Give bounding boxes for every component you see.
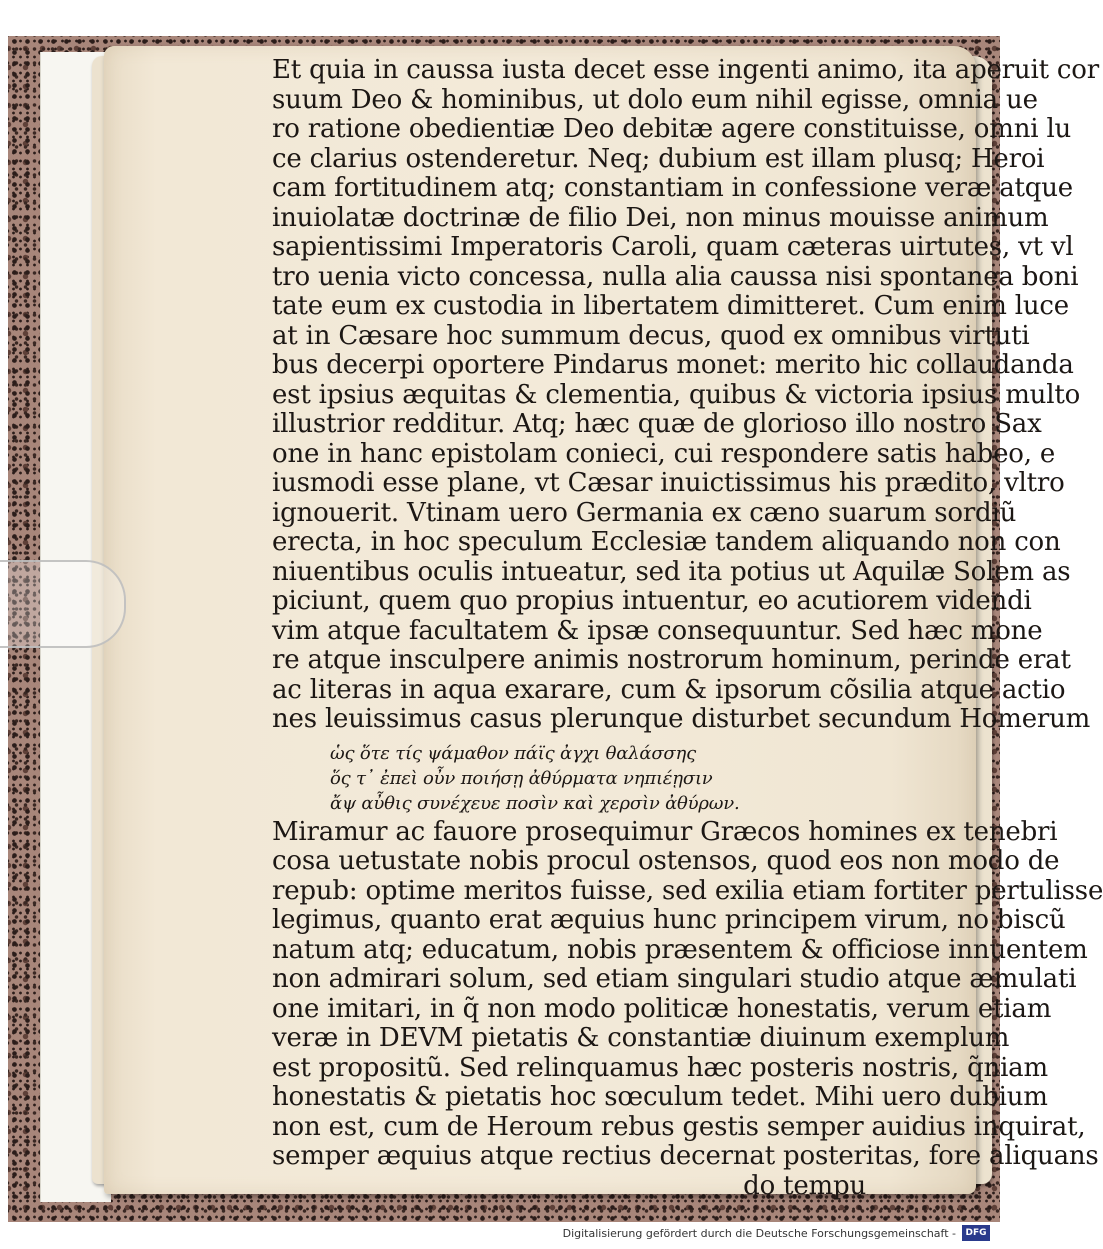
text-line: tro uenia victo concessa, nulla alia caussa nisi spontanea boni	[272, 261, 1079, 292]
text-line: repub: optime meritos fuisse, sed exilia etiam fortiter pertulisse	[272, 875, 1103, 906]
greek-line: ὅς τ᾽ ἐπεὶ οὖν ποιήσῃ ἀθύρματα νηπιέῃσιν	[330, 767, 713, 789]
greek-line: ὡς ὅτε τίς ψάμαθον πάϊς ἀγχι θαλάσσης	[330, 742, 696, 764]
text-line: piciunt, quem quo propius intuentur, eo acutiorem videndi	[272, 586, 1032, 616]
text-line: erecta, in hoc speculum Ecclesiæ tandem aliquando non con	[272, 527, 1061, 557]
text-line: at in Cæsare hoc summum decus, quod ex omnibus virtuti	[272, 320, 1030, 351]
text-line: honestatis & pietatis hoc sœculum tedet. Mihi uero dubium	[272, 1082, 1048, 1112]
dfg-logo: DFG	[962, 1225, 990, 1241]
text-line: ignouerit. Vtinam uero Germania ex cæno suarum sordiũ	[272, 497, 1017, 528]
text-line: tate eum ex custodia in libertatem dimitteret. Cum enim luce	[272, 291, 1069, 321]
text-line: vim atque facultatem & ipsæ consequuntur. Sed hæc mone	[272, 615, 1043, 646]
text-line: non est, cum de Heroum rebus gestis semper auidius inquirat,	[272, 1111, 1086, 1142]
text-line: semper æquius atque rectius decernat posteritas, fore aliquans	[272, 1141, 1099, 1171]
text-line: bus decerpi oportere Pindarus monet: merito hic collaudanda	[272, 350, 1074, 380]
text-line: niuentibus oculis intueatur, sed ita potius ut Aquilæ Solem as	[272, 556, 1071, 587]
page-text	[272, 55, 1103, 1201]
main-paragraph	[272, 55, 1099, 735]
text-line: one imitari, in q̃ non modo politicæ honestatis, verum etiam	[272, 993, 1052, 1024]
text-line: inuiolatæ doctrinæ de filio Dei, non minus mouisse animum	[272, 202, 1049, 233]
text-line: legimus, quanto erat æquius hunc principem virum, no biscũ	[272, 905, 1066, 935]
text-line: Miramur ac fauore prosequimur Græcos homines ex tenebri	[272, 816, 1058, 847]
text-line: veræ in DEVM pietatis & constantiæ diuinum exemplum	[272, 1023, 1010, 1053]
text-line: one in hanc epistolam conieci, cui respondere satis habeo, e	[272, 438, 1056, 469]
digitization-credit	[563, 1221, 990, 1245]
text-line: sapientissimi Imperatoris Caroli, quam cæteras uirtutes, vt vl	[272, 232, 1074, 262]
credit-text: Digitalisierung gefördert durch die Deutsche Forschungsgemeinschaft -	[562, 1226, 956, 1240]
page-clip	[0, 560, 126, 648]
greek-line: ἄψ αὖθις συνέχευε ποσὶν καὶ χερσὶν ἀθύρων.	[330, 792, 740, 814]
homer-quotation	[330, 741, 872, 816]
text-line: Et quia in caussa iusta decet esse ingenti animo, ita aperuit cor	[272, 55, 1099, 85]
text-line: est propositũ. Sed relinquamus hæc posteris nostris, q̃niam	[272, 1052, 1048, 1083]
text-line: re atque insculpere animis nostrorum hominum, perinde erat	[272, 645, 1071, 675]
text-line: nes leuissimus casus plerunque disturbet secundum Homerum	[272, 704, 1091, 734]
text-line: ac literas in aqua exarare, cum & ipsorum cõsilia atque actio	[272, 674, 1066, 705]
text-line: suum Deo & hominibus, ut dolo eum nihil egisse, omnia ue	[272, 84, 1038, 115]
text-line: cosa uetustate nobis procul ostensos, quod eos non modo de	[272, 846, 1060, 876]
text-line: non admirari solum, sed etiam singulari studio atque æmulati	[272, 964, 1077, 994]
text-line: illustrior redditur. Atq; hæc quæ de glorioso illo nostro Sax	[272, 409, 1042, 439]
text-line: ce clarius ostenderetur. Neq; dubium est illam plusq; Heroi	[272, 143, 1045, 174]
text-line: est ipsius æquitas & clementia, quibus & victoria ipsius multo	[272, 379, 1081, 410]
text-line: iusmodi esse plane, vt Cæsar inuictissimus his prædito, vltro	[272, 468, 1065, 498]
text-line: ro ratione obedientiæ Deo debitæ agere constituisse, omni lu	[272, 114, 1072, 144]
catchword: do tempu	[743, 1170, 866, 1201]
second-paragraph	[272, 816, 1103, 1172]
text-line: natum atq; educatum, nobis præsentem & officiose innuentem	[272, 934, 1088, 965]
text-line: cam fortitudinem atq; constantiam in confessione veræ atque	[272, 173, 1073, 203]
